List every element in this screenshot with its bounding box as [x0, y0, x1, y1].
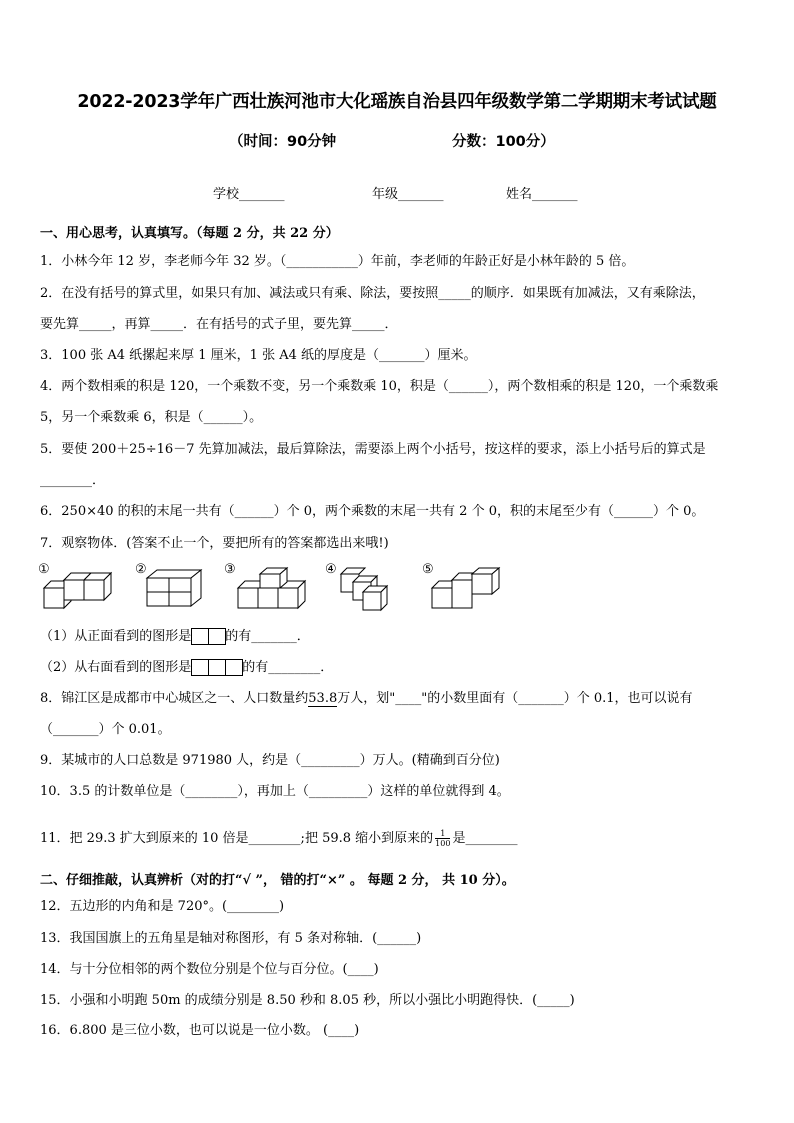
cube-stack-1	[42, 566, 112, 614]
question-6: 6．250×40 的积的末尾一共有（______）个 0，两个乘数的末尾一共有 2 个 0，积的末尾至少有（______）个 0。	[40, 504, 705, 519]
question-7: 7．观察物体．(答案不止一个，要把所有的答案都选出来哦!)	[40, 536, 389, 551]
figure-label: ④	[325, 562, 337, 577]
section1-heading: 一、用心思考，认真填写。（每题 2 分，共 22 分）	[40, 226, 339, 241]
three-square-shape	[191, 659, 242, 676]
question-5-line1: 5．要使 200＋25÷16－7 先算加减法，最后算除法，需要添上两个小括号，按这样的要求，添上小括号后的算式是	[40, 442, 706, 457]
question-16: 16．6.800 是三位小数，也可以说是一位小数。 (____)	[40, 1023, 360, 1038]
question-10: 10．3.5 的计数单位是（________），再加上（_________）这样的单位就得到 4。	[40, 784, 510, 799]
exam-score: 分数：100分）	[452, 134, 555, 150]
question-9: 9．某城市的人口总数是 971980 人，约是（_________）万人。(精确到百分位)	[40, 753, 500, 768]
cube-stack-3	[234, 566, 314, 614]
figure-label: ③	[224, 562, 236, 577]
figure-label: ⑤	[422, 562, 434, 577]
question-2-line1: 2．在没有括号的算式里，如果只有加、减法或只有乘、除法，要按照_____的顺序．如果既有加减法，又有乘除法，	[40, 286, 705, 301]
question-7-2: （2）从右面看到的图形是 的有________．	[40, 660, 334, 675]
school-field: 学校_______	[213, 187, 285, 202]
cube-stack-5	[430, 566, 510, 614]
underlined-number: 53.8	[308, 691, 338, 706]
figure-label: ②	[135, 562, 147, 577]
cube-stack-2	[139, 566, 209, 614]
fraction: $\frac{1}{100}$	[435, 829, 451, 848]
question-12: 12．五边形的内角和是 720°。(________)	[40, 899, 285, 914]
name-field: 姓名_______	[506, 187, 578, 202]
question-4-line2: 5，另一个乘数乘 6，积是（______）。	[40, 410, 263, 425]
question-14: 14．与十分位相邻的两个数位分别是个位与百分位。(____)	[40, 962, 379, 977]
figure-label: ①	[38, 562, 50, 577]
question-5-line2: ________．	[40, 473, 106, 488]
exam-time: （时间：90分钟	[229, 134, 337, 150]
question-7-1: （1）从正面看到的图形是 的有_______．	[40, 629, 310, 644]
question-13: 13．我国国旗上的五角星是轴对称图形，有 5 条对称轴．(______)	[40, 931, 422, 946]
question-11: 11．把 29.3 扩大到原来的 10 倍是________;把 59.8 缩小到原来的 $\frac{1}{100}$ 是________	[40, 829, 518, 848]
question-8-line1: 8．锦江区是成都市中心城区之一、人口数量约53.8万人，划"____"的小数里面有（_______）个 0.1，也可以说有	[40, 691, 693, 706]
exam-title: 2022-2023学年广西壮族河池市大化瑶族自治县四年级数学第二学期期末考试试题	[77, 92, 717, 112]
question-3: 3．100 张 A4 纸摞起来厚 1 厘米，1 张 A4 纸的厚度是（_______）厘米。	[40, 348, 477, 363]
question-1: 1．小林今年 12 岁，李老师今年 32 岁。（___________）年前，李老师的年龄正好是小林年龄的 5 倍。	[40, 254, 635, 269]
question-4-line1: 4．两个数相乘的积是 120，一个乘数不变，另一个乘数乘 10，积是（______），两个数相乘的积是 120，一个乘数乘	[40, 379, 719, 394]
section2-heading: 二、仔细推敲，认真辨析（对的打“√ ”， 错的打“×” 。 每题 2 分， 共 10 分）。	[40, 873, 515, 888]
question-15: 15．小强和小明跑 50m 的成绩分别是 8.50 秒和 8.05 秒，所以小强比小明跑得快．(_____)	[40, 993, 575, 1008]
cube-stack-4	[335, 566, 405, 614]
question-2-line2: 要先算_____，再算_____．在有括号的式子里，要先算_____．	[40, 317, 398, 332]
grade-field: 年级_______	[372, 187, 444, 202]
question-8-line2: （_______）个 0.01。	[40, 722, 171, 737]
two-square-shape	[191, 628, 225, 645]
